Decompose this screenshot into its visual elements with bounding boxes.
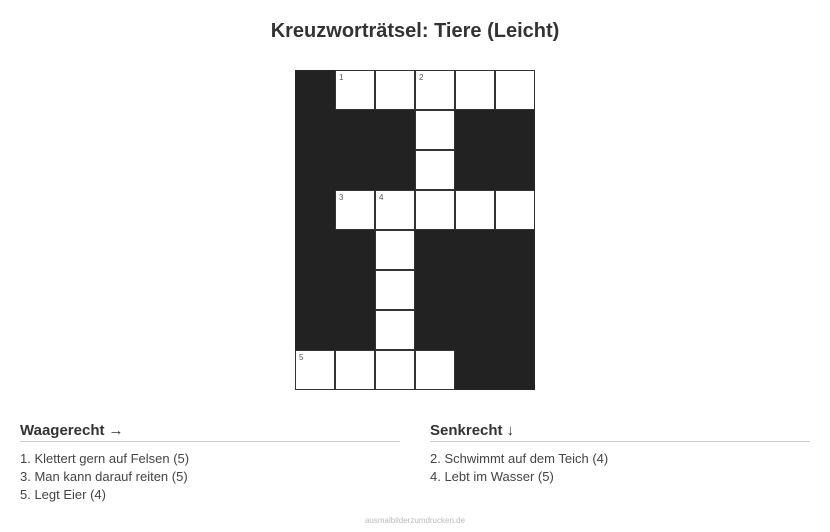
across-heading-label: Waagerecht bbox=[20, 422, 105, 439]
clue-item: 5. Legt Eier (4) bbox=[20, 487, 106, 502]
across-clue-list bbox=[20, 450, 400, 504]
clue-item: 1. Klettert gern auf Felsen (5) bbox=[20, 451, 190, 466]
clue-number: 3 bbox=[339, 193, 344, 202]
crossword-cell[interactable] bbox=[295, 350, 335, 390]
down-heading bbox=[430, 422, 810, 442]
crossword-cell[interactable] bbox=[335, 70, 375, 110]
crossword-cell[interactable] bbox=[375, 350, 415, 390]
crossword-cell[interactable] bbox=[415, 150, 455, 190]
down-clue-list bbox=[430, 450, 810, 486]
crossword-cell[interactable] bbox=[455, 70, 495, 110]
down-clues-section bbox=[430, 422, 810, 486]
crossword-cell[interactable] bbox=[455, 190, 495, 230]
crossword-cell[interactable] bbox=[415, 70, 455, 110]
crossword-cell[interactable] bbox=[375, 310, 415, 350]
across-clues-section bbox=[20, 422, 400, 504]
crossword-cell[interactable] bbox=[415, 110, 455, 150]
clue-item: 4. Lebt im Wasser (5) bbox=[430, 469, 554, 484]
crossword-cell[interactable] bbox=[335, 350, 375, 390]
crossword-cell[interactable] bbox=[375, 190, 415, 230]
clue-number: 4 bbox=[379, 193, 384, 202]
right-arrow-icon: → bbox=[108, 422, 124, 439]
clue-item: 2. Schwimmt auf dem Teich (4) bbox=[430, 451, 609, 466]
down-heading-label: Senkrecht bbox=[430, 422, 503, 439]
puzzle-title: Kreuzworträtsel: Tiere (Leicht) bbox=[270, 20, 560, 42]
clue-item: 3. Man kann darauf reiten (5) bbox=[20, 469, 188, 484]
crossword-cell[interactable] bbox=[375, 70, 415, 110]
across-heading bbox=[20, 422, 400, 442]
crossword-cell[interactable] bbox=[495, 190, 535, 230]
clue-number: 2 bbox=[419, 73, 424, 82]
clue-number: 5 bbox=[299, 353, 304, 362]
crossword-cell[interactable] bbox=[375, 230, 415, 270]
crossword-cell[interactable] bbox=[335, 190, 375, 230]
crossword-cell[interactable] bbox=[495, 70, 535, 110]
crossword-cell[interactable] bbox=[415, 190, 455, 230]
down-arrow-icon: ↓ bbox=[506, 422, 515, 439]
clue-number: 1 bbox=[339, 73, 344, 82]
footer-watermark: ausmalbilderzumdrucken.de bbox=[364, 516, 466, 525]
crossword-grid bbox=[295, 70, 535, 390]
crossword-cell[interactable] bbox=[415, 350, 455, 390]
crossword-cell[interactable] bbox=[375, 270, 415, 310]
